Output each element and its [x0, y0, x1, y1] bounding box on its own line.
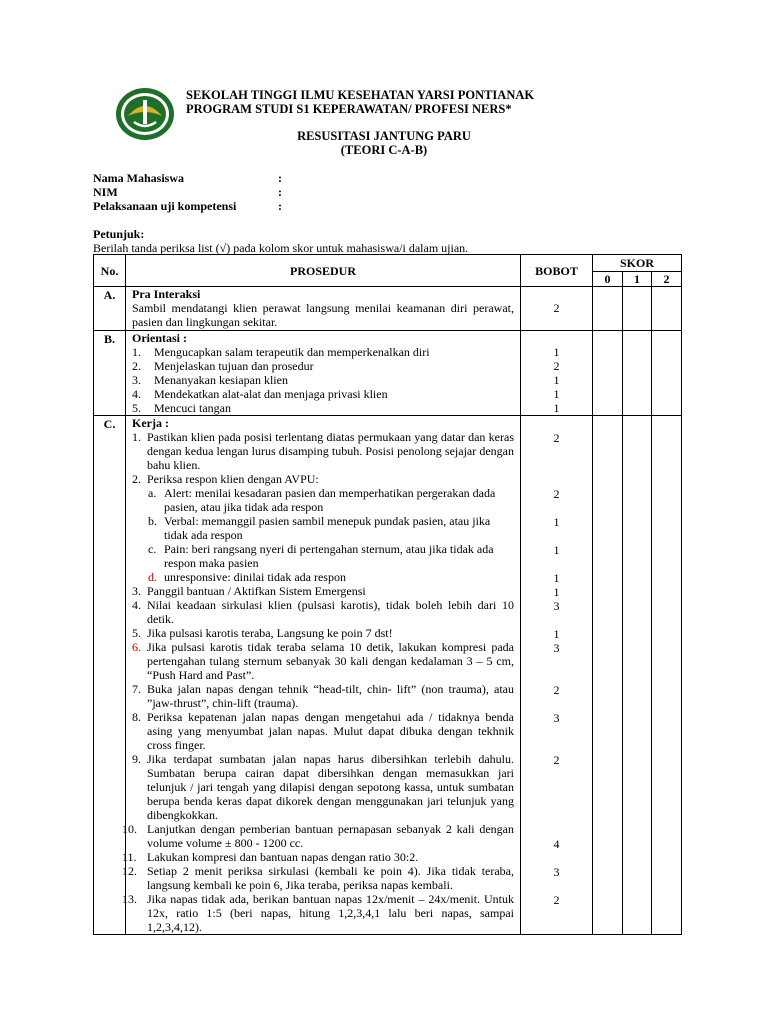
list-item: c. Pain: beri rangsang nyeri di pertengahan sternum, atau jika tidak ada respon maka pasien [148, 542, 494, 570]
bobot-value: 3 [553, 641, 560, 655]
section-b-title: Orientasi : [132, 331, 187, 345]
header-skor-2: 2 [652, 272, 682, 287]
section-a-no: A. [94, 287, 126, 331]
bobot-value: 2 [553, 893, 560, 907]
header-no: No. [94, 255, 126, 287]
instructions [93, 227, 468, 255]
bobot-value: 1 [553, 387, 560, 401]
nim-label: NIM [93, 185, 118, 199]
table-row [94, 287, 682, 331]
bobot-value: 1 [553, 627, 560, 641]
bobot-value: 4 [553, 837, 560, 851]
score-cell-0[interactable] [593, 287, 623, 331]
bobot-value: 1 [553, 571, 560, 585]
header-prosedur: PROSEDUR [126, 255, 521, 287]
colon: : [278, 199, 282, 213]
bobot-value: 1 [553, 543, 560, 557]
list-item: 2. Periksa respon klien dengan AVPU: [132, 472, 319, 486]
list-item: 13. Jika napas tidak ada, berikan bantuan napas 12x/menit – 24x/menit. Untuk 12x, ratio 1:5 (beri napas, hitung 1,2,3,4,1 lalu beri napas, sampai 1,2,3,4,12). [122, 892, 514, 934]
score-cell-1[interactable] [623, 331, 652, 416]
list-item: 6. Jika pulsasi karotis tidak teraba selama 10 detik, lakukan kompresi pada pertengahan tulang sternum sebanyak 30 kali dengan kedalaman 3 – 5 cm, “Push Hard and Past”. [132, 640, 514, 682]
table-row [94, 416, 682, 935]
bobot-value: 1 [553, 585, 560, 599]
list-item: d. unresponsive: dinilai tidak ada respon [148, 570, 346, 584]
list-item: 5. Mencuci tangan [132, 401, 231, 415]
nama-label: Nama Mahasiswa [93, 171, 185, 185]
header-bobot: BOBOT [521, 255, 593, 287]
list-item: 11. Lakukan kompresi dan bantuan napas dengan ratio 30:2. [122, 850, 419, 864]
list-item: 3. Panggil bantuan / Aktifkan Sistem Emergensi [132, 584, 366, 598]
document-subtitle: (TEORI C-A-B) [340, 143, 428, 157]
score-cell-2[interactable] [652, 287, 682, 331]
list-item: 3. Menanyakan kesiapan klien [132, 373, 288, 387]
list-item: 1. Mengucapkan salam terapeutik dan memperkenalkan diri [132, 345, 430, 359]
table-row [94, 331, 682, 416]
bobot-value: 2 [553, 431, 560, 445]
bobot-value: 1 [553, 345, 560, 359]
procedure-table [93, 254, 682, 935]
header-skor: SKOR [593, 255, 682, 272]
bobot-value: 2 [553, 487, 560, 501]
identity-block [93, 171, 282, 213]
bobot-value: 2 [553, 683, 560, 697]
score-cell-0[interactable] [593, 416, 623, 935]
bobot-value: 3 [553, 865, 560, 879]
bobot-value: 1 [553, 373, 560, 387]
section-a-text: Sambil mendatangi klien perawat langsung menilai keamanan diri perawat, pasien dan lingkungan sekitar. [132, 301, 514, 329]
section-a-title: Pra Interaksi [132, 287, 201, 301]
header-skor-0: 0 [593, 272, 623, 287]
list-item: 12. Setiap 2 menit periksa sirkulasi (kembali ke poin 4). Jika tidak teraba, langsung kembali ke poin 6, Jika teraba, periksa napas kembali. [122, 864, 514, 892]
score-cell-0[interactable] [593, 331, 623, 416]
institution-name [186, 88, 534, 116]
document-title: RESUSITASI JANTUNG PARU [297, 129, 471, 143]
list-item: b. Verbal: memanggil pasien sambil menepuk pundak pasien, atau jika tidak ada respon [148, 514, 491, 542]
section-a-bobot: 2 [553, 301, 560, 315]
score-cell-1[interactable] [623, 287, 652, 331]
score-cell-1[interactable] [623, 416, 652, 935]
bobot-value: 3 [553, 599, 560, 613]
header-skor-1: 1 [623, 272, 652, 287]
score-cell-2[interactable] [652, 416, 682, 935]
bobot-value: 1 [553, 401, 560, 415]
bobot-value: 2 [553, 359, 560, 373]
section-b-no: B. [94, 331, 126, 416]
section-c-title: Kerja : [132, 416, 169, 430]
list-item: 4. Mendekatkan alat-alat dan menjaga privasi klien [132, 387, 388, 401]
bobot-value: 1 [553, 515, 560, 529]
pelaksanaan-label: Pelaksanaan uji kompetensi [93, 199, 237, 213]
bobot-value: 2 [553, 753, 560, 767]
bobot-value: 3 [553, 711, 560, 725]
list-item: 7. Buka jalan napas dengan tehnik “head-tilt, chin- lift” (non trauma), atau ”jaw-thrust”, chin-lift (trauma). [132, 682, 514, 710]
institution-line2: PROGRAM STUDI S1 KEPERAWATAN/ PROFESI NERS* [186, 102, 512, 116]
list-item: 5. Jika pulsasi karotis teraba, Langsung ke poin 7 dst! [132, 626, 393, 640]
section-c-no: C. [94, 416, 126, 935]
institution-line1: SEKOLAH TINGGI ILMU KESEHATAN YARSI PONTIANAK [186, 88, 535, 102]
colon: : [278, 171, 282, 185]
list-item: 8. Periksa kepatenan jalan napas dengan mengetahui ada / tidaknya benda asing yang menyumbat jalan napas. Mulut dapat dibuka dengan tekhnik cross finger. [132, 710, 514, 752]
instructions-heading: Petunjuk: [93, 227, 145, 241]
score-cell-2[interactable] [652, 331, 682, 416]
instructions-text: Berilah tanda periksa list (√) pada kolom skor untuk mahasiswa/i dalam ujian. [93, 241, 469, 255]
list-item: 10. Lanjutkan dengan pemberian bantuan pernapasan sebanyak 2 kali dengan volume volume ± 800 - 1200 cc. [122, 822, 514, 850]
list-item: 1. Pastikan klien pada posisi terlentang diatas permukaan yang datar dan keras dengan kedua lengan lurus disamping tubuh. Posisi penolong sejajar dengan bahu klien. [132, 430, 514, 472]
list-item: a. Alert: menilai kesadaran pasien dan memperhatikan pergerakan dada pasien, atau jika tidak ada respon [148, 486, 496, 514]
list-item: 9. Jika terdapat sumbatan jalan napas harus dibersihkan terlebih dahulu. Sumbatan berupa cairan dapat dibersihkan dengan memasukkan jari telunjuk / jari tengah yang dilapisi dengan sepotong kassa, untuk sumbatan berupa benda keras dapat dikorek dengan menggunakan jari telunjuk yang dibengkokkan. [132, 752, 514, 822]
list-item: 2. Menjelaskan tujuan dan prosedur [132, 359, 314, 373]
list-item: 4. Nilai keadaan sirkulasi klien (pulsasi karotis), tidak boleh lebih dari 10 detik. [132, 598, 514, 626]
colon: : [278, 185, 282, 199]
